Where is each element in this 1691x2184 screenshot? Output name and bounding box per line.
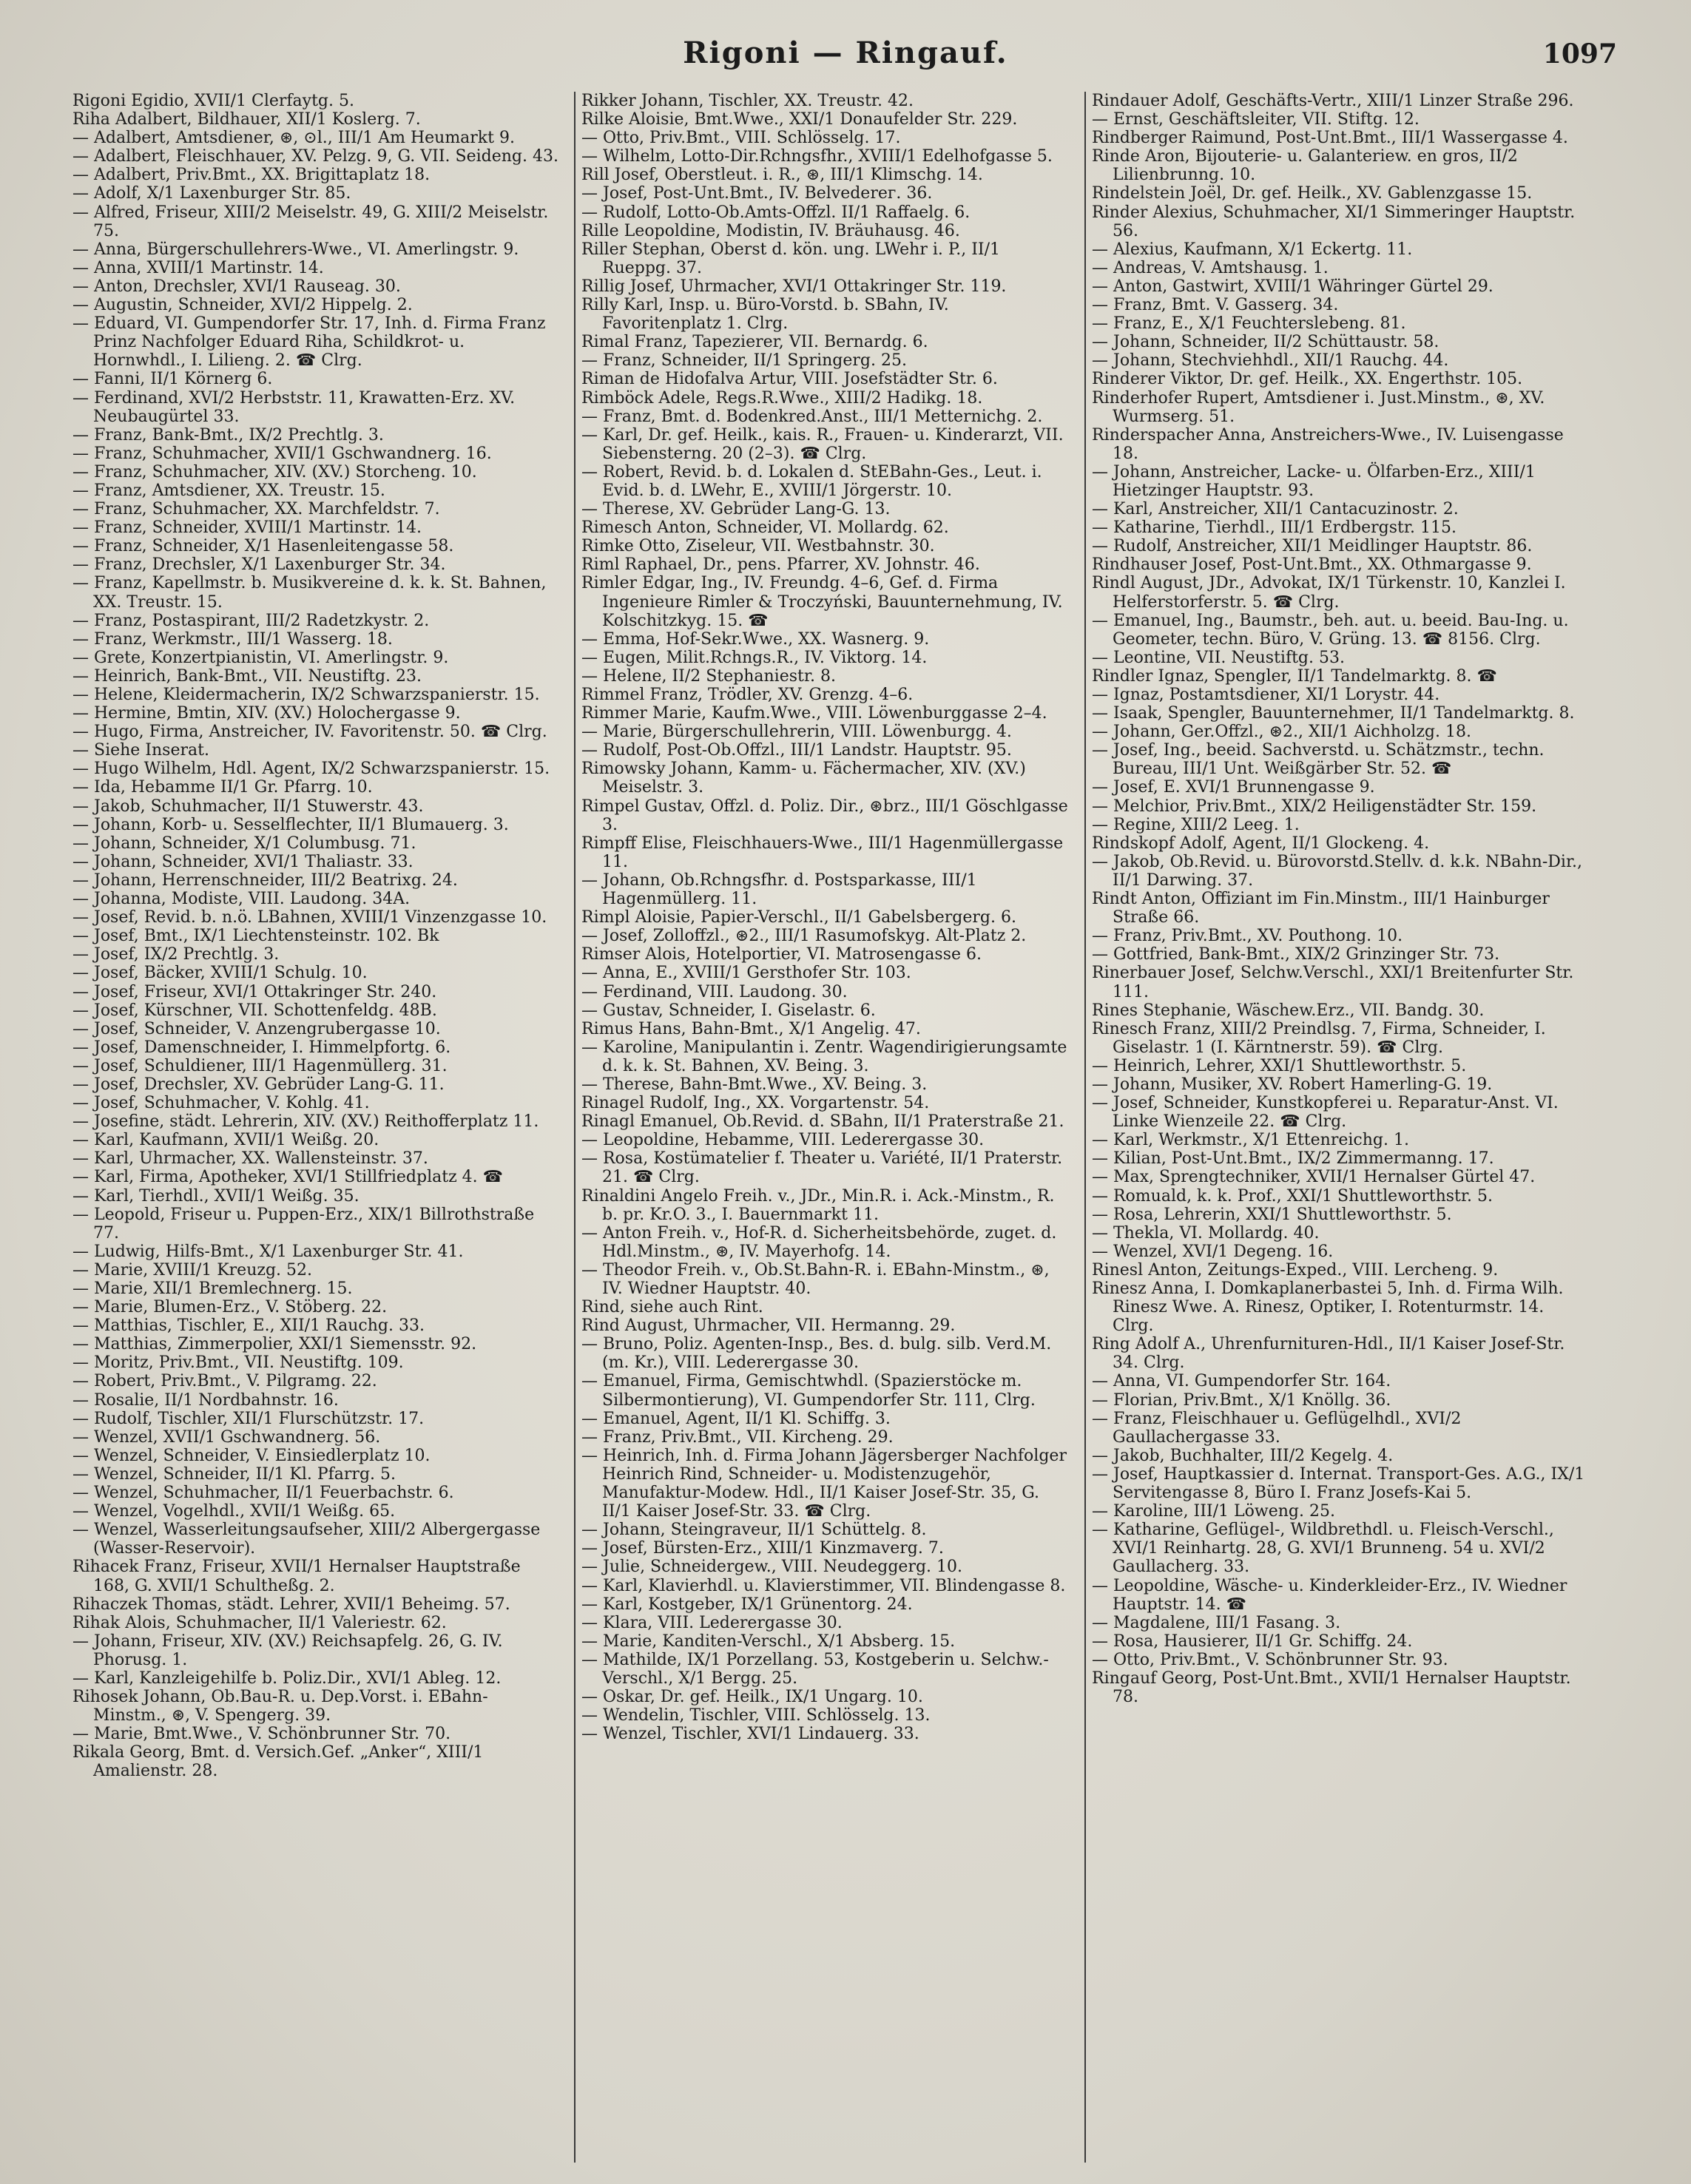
directory-entry: — Wenzel, Tischler, XVI/1 Lindauerg. 33. [581, 1725, 919, 1744]
directory-entry: — Robert, Priv.Bmt., V. Pilgramg. 22. [72, 1372, 377, 1391]
directory-entry: Rinderhofer Rupert, Amtsdiener i. Just.Minstm., ⊛, XV. Wurmserg. 51. [1092, 388, 1545, 426]
directory-entry: — Isaak, Spengler, Bauunternehmer, II/1 Tandelmarktg. 8. [1092, 704, 1575, 723]
directory-entry: — Augustin, Schneider, XVI/2 Hippelg. 2. [72, 296, 413, 315]
directory-entry: — Franz, Priv.Bmt., XV. Pouthong. 10. [1092, 927, 1403, 946]
directory-entry: — Hermine, Bmtin, XIV. (XV.) Holochergasse 9. [72, 704, 461, 723]
directory-entry: — Andreas, V. Amtshausg. 1. [1092, 258, 1329, 277]
directory-entry: Rindler Ignaz, Spengler, II/1 Tandelmarktg. 8. ☎ [1092, 666, 1497, 686]
directory-entry: — Rudolf, Post-Ob.Offzl., III/1 Landstr. Hauptstr. 95. [581, 741, 1012, 760]
directory-entry: — Johann, Friseur, XIV. (XV.) Reichsapfelg. 26, G. IV. Phorusg. 1. [72, 1632, 503, 1669]
directory-entry: — Anna, XVIII/1 Martinstr. 14. [72, 258, 324, 277]
directory-entry: — Ernst, Geschäftsleiter, VII. Stiftg. 12. [1092, 110, 1420, 129]
directory-entry: — Marie, XVIII/1 Kreuzg. 52. [72, 1260, 313, 1279]
directory-entry: — Alfred, Friseur, XIII/2 Meiselstr. 49, G. XIII/2 Meiselstr. 75. [72, 203, 549, 240]
directory-entry: — Johann, Schneider, X/1 Columbusg. 71. [72, 834, 416, 853]
directory-entry: — Josefine, städt. Lehrerin, XIV. (XV.) Reithofferplatz 11. [72, 1112, 539, 1132]
directory-entry: Rimler Edgar, Ing., IV. Freundg. 4–6, Gef. d. Firma Ingenieure Rimler & Troczyński, Bauunternehmung, IV. Kolschitzkyg. 15. ☎ [581, 574, 1063, 630]
directory-entry: — Josef, Post-Unt.Bmt., IV. Belvederег. 36. [581, 184, 933, 203]
directory-entry: Rilly Karl, Insp. u. Büro-Vorstd. b. SBahn, IV. Favoritenplatz 1. Clrg. [581, 296, 949, 334]
directory-entry: — Karl, Anstreicher, XII/1 Cantacuzinostr. 2. [1092, 500, 1459, 519]
directory-entry: Rigoni Egidio, XVII/1 Clerfaytg. 5. [72, 92, 354, 110]
directory-entry: Rindauer Adolf, Geschäfts-Vertr., XIII/1 Linzer Straße 296. [1092, 92, 1574, 110]
directory-entry: — Anton, Gastwirt, XVIII/1 Währinger Gürtel 29. [1092, 277, 1493, 296]
directory-entry: — Heinrich, Inh. d. Firma Johann Jägersberger Nachfolger Heinrich Rind, Schneider- u. Modistenzugehör, Manufaktur-Modew. Hdl., II/1 Kaiser Josef-Str. 35, G. II/1 Kaiser Josef-Str. 33. ☎ Clrg. [581, 1446, 1067, 1521]
directory-entry: Rimmel Franz, Trödler, XV. Grenzg. 4–6. [581, 686, 914, 704]
directory-entry: — Franz, Fleischhauer u. Geflügelhdl., XVI/2 Gaullachergasse 33. [1092, 1409, 1462, 1447]
column-middle [581, 92, 1070, 2163]
directory-entry: Rindt Anton, Offiziant im Fin.Minstm., III/1 Hainburger Straße 66. [1092, 890, 1550, 927]
directory-entry: Rinde Aron, Bijouterie- u. Galanteriew. en gros, II/2 Lilienbrunng. 10. [1092, 147, 1518, 185]
directory-entry: — Melchior, Priv.Bmt., XIX/2 Heiligenstädter Str. 159. [1092, 797, 1537, 816]
directory-entry: — Mathilde, IX/1 Porzellang. 53, Kostgeberin u. Selchw.-Verschl., X/1 Bergg. 25. [581, 1650, 1049, 1688]
directory-entry: — Franz, Schneider, X/1 Hasenleitengasse 58. [72, 537, 454, 556]
directory-entry: Rimpff Elise, Fleischhauers-Wwe., III/1 Hagenmüllergasse 11. [581, 834, 1064, 871]
directory-entry: — Therese, XV. Gebrüder Lang-G. 13. [581, 500, 891, 519]
directory-entry: — Karl, Kanzleigehilfe b. Poliz.Dir., XVI/1 Ableg. 12. [72, 1669, 502, 1688]
directory-entry: — Leopoldine, Wäsche- u. Kinderkleider-Erz., IV. Wiedner Hauptstr. 14. ☎ [1092, 1576, 1567, 1614]
directory-entry: Rihaczek Thomas, städt. Lehrer, XVII/1 Beheimg. 57. [72, 1595, 510, 1614]
directory-entry: Rikala Georg, Bmt. d. Versich.Gef. „Anker“, XIII/1 Amalienstr. 28. [72, 1743, 484, 1781]
directory-entry: — Karl, Tierhdl., XVII/1 Weißg. 35. [72, 1186, 360, 1206]
directory-entry: — Wilhelm, Lotto-Dir.Rchngsfhr., XVIII/1 Edelhofgasse 5. [581, 147, 1053, 166]
directory-entry: — Ferdinand, VIII. Laudong. 30. [581, 982, 848, 1001]
directory-entry: — Franz, Schuhmacher, XVII/1 Gschwandnerg. 16. [72, 444, 492, 463]
directory-entry: — Ludwig, Hilfs-Bmt., X/1 Laxenburger Str. 41. [72, 1242, 464, 1261]
directory-entry: — Johann, Herrenschneider, III/2 Beatrixg. 24. [72, 870, 458, 890]
directory-entry: — Karl, Firma, Apotheker, XVI/1 Stillfriedplatz 4. ☎ [72, 1168, 504, 1187]
directory-entry: — Emanuel, Ing., Baumstr., beh. aut. u. beeid. Bau-Ing. u. Geometer, techn. Büro, V. Grüng. 13. ☎ 8156. Clrg. [1092, 611, 1569, 649]
directory-entry: Rikker Johann, Tischler, XX. Treustr. 42. [581, 92, 914, 110]
directory-entry: — Wendelin, Tischler, VIII. Schlösselg. 13. [581, 1706, 931, 1725]
directory-entry: — Emanuel, Firma, Gemischtwhdl. (Spazierstöcke m. Silbermontierung), VI. Gumpendorfer Str. 111, Clrg. [581, 1372, 1036, 1410]
directory-entry: Rimpl Aloisie, Papier-Verschl., II/1 Gabelsbergerg. 6. [581, 908, 1016, 927]
directory-entry: — Adalbert, Amtsdiener, ⊛, ⊙l., III/1 Am Heumarkt 9. [72, 129, 515, 148]
directory-entry: Rindberger Raimund, Post-Unt.Bmt., III/1 Wassergasse 4. [1092, 129, 1568, 148]
directory-entry: Rinderspacher Anna, Anstreichers-Wwe., IV. Luisengasse 18. [1092, 425, 1564, 463]
directory-entry: — Anton, Drechsler, XVI/1 Rauseag. 30. [72, 277, 401, 296]
directory-entry: — Wenzel, Schneider, II/1 Kl. Pfarrg. 5. [72, 1464, 396, 1484]
directory-entry: — Josef, Bäcker, XVIII/1 Schulg. 10. [72, 964, 368, 983]
directory-entry: — Rudolf, Anstreicher, XII/1 Meidlinger Hauptstr. 86. [1092, 537, 1533, 556]
directory-entry: — Anna, E., XVIII/1 Gersthofer Str. 103. [581, 964, 911, 983]
directory-entry: Rimus Hans, Bahn-Bmt., X/1 Angelig. 47. [581, 1019, 921, 1038]
directory-entry: Riller Stephan, Oberst d. kön. ung. LWehr i. P., II/1 Rueppg. 37. [581, 240, 1000, 277]
directory-entry: — Fanni, II/1 Körnerg 6. [72, 370, 273, 389]
directory-entry: — Helene, II/2 Stephaniestr. 8. [581, 666, 836, 686]
directory-entry: — Romuald, k. k. Prof., XXI/1 Shuttleworthstr. 5. [1092, 1186, 1493, 1206]
directory-entry: — Johann, Musiker, XV. Robert Hamerling-G. 19. [1092, 1075, 1493, 1094]
directory-entry: Rill Josef, Oberstleut. i. R., ⊛, III/1 Klimschg. 14. [581, 166, 983, 185]
directory-entry: — Marie, Kanditen-Verschl., X/1 Absberg. 15. [581, 1632, 956, 1651]
directory-entry: — Marie, XII/1 Bremlechnerg. 15. [72, 1279, 353, 1298]
directory-entry: — Leopoldine, Hebamme, VIII. Lederergasse 30. [581, 1131, 985, 1150]
directory-entry: Rinesch Franz, XIII/2 Preindlsg. 7, Firma, Schneider, I. Giselastr. 1 (I. Kärntnerstr. 59). ☎ Clrg. [1092, 1019, 1546, 1057]
directory-entry: — Eduard, VI. Gumpendorfer Str. 17, Inh. d. Firma Franz Prinz Nachfolger Eduard Riha, Schildkrot- u. Hornwhdl., I. Lilieng. 2. ☎ Clrg. [72, 314, 546, 371]
page-number: 1097 [1542, 38, 1617, 70]
directory-entry: Rille Leopoldine, Modistin, IV. Bräuhausg. 46. [581, 221, 960, 240]
directory-entry: — Marie, Bmt.Wwe., V. Schönbrunner Str. 70. [72, 1725, 451, 1744]
directory-entry: — Franz, Schuhmacher, XX. Marchfeldstr. 7. [72, 500, 440, 519]
directory-entry: — Johann, Schneider, II/2 Schüttaustr. 58. [1092, 333, 1439, 352]
directory-entry: Rimböck Adele, Regs.R.Wwe., XIII/2 Hadikg. 18. [581, 388, 983, 408]
directory-entry: — Wenzel, Wasserleitungsaufseher, XIII/2 Albergergasse (Wasser-Reservoir). [72, 1521, 541, 1558]
directory-entry: — Josef, E. XVI/1 Brunnengasse 9. [1092, 778, 1375, 797]
directory-entry: — Johanna, Modiste, VIII. Laudong. 34A. [72, 890, 411, 909]
directory-entry: — Karl, Kaufmann, XVII/1 Weißg. 20. [72, 1131, 379, 1150]
directory-entry: — Karl, Werkmstr., X/1 Ettenreichg. 1. [1092, 1131, 1409, 1150]
directory-entry: Rimpel Gustav, Offzl. d. Poliz. Dir., ⊛brz., III/1 Göschlgasse 3. [581, 797, 1068, 834]
directory-entry: — Karoline, III/1 Löweng. 25. [1092, 1502, 1335, 1521]
directory-entry: — Hugo Wilhelm, Hdl. Agent, IX/2 Schwarzspanierstr. 15. [72, 760, 550, 779]
column-right [1092, 92, 1587, 2163]
directory-entry: — Josef, Damenschneider, I. Himmelpfortg. 6. [72, 1038, 451, 1057]
directory-entry: Rilke Aloisie, Bmt.Wwe., XXI/1 Donaufelder Str. 229. [581, 110, 1018, 129]
directory-entry: — Theodor Freih. v., Ob.St.Bahn-R. i. EBahn-Minstm., ⊛, IV. Wiedner Hauptstr. 40. [581, 1260, 1050, 1298]
column-divider [1084, 92, 1086, 2163]
directory-entry: — Karoline, Manipulantin i. Zentr. Wagendirigierungsamte d. k. k. St. Bahnen, XV. Being. 3. [581, 1038, 1067, 1075]
directory-entry: — Josef, Bürsten-Erz., XIII/1 Kinzmaverg. 7. [581, 1539, 944, 1558]
directory-entry: Rindhauser Josef, Post-Unt.Bmt., XX. Othmargasse 9. [1092, 555, 1532, 575]
directory-entry: Rimmer Marie, Kaufm.Wwe., VIII. Löwenburggasse 2–4. [581, 704, 1047, 723]
directory-entry: Rines Stephanie, Wäschew.Erz., VII. Bandg. 30. [1092, 1001, 1485, 1020]
directory-entry: — Adalbert, Priv.Bmt., XX. Brigittaplatz 18. [72, 166, 431, 185]
directory-entry: Rihak Alois, Schuhmacher, II/1 Valeriestr. 62. [72, 1613, 447, 1632]
directory-entry: — Heinrich, Bank-Bmt., VII. Neustiftg. 23. [72, 666, 422, 686]
directory-entry: — Moritz, Priv.Bmt., VII. Neustiftg. 109. [72, 1353, 404, 1373]
directory-entry: — Julie, Schneidergew., VIII. Neudeggerg. 10. [581, 1558, 963, 1577]
directory-entry: — Wenzel, Schneider, V. Einsiedlerplatz 10. [72, 1446, 431, 1465]
directory-entry: Rillig Josef, Uhrmacher, XVI/1 Ottakringer Str. 119. [581, 277, 1007, 296]
directory-entry: — Matthias, Tischler, E., XII/1 Rauchg. 33. [72, 1316, 425, 1336]
directory-entry: — Franz, Schuhmacher, XIV. (XV.) Storcheng. 10. [72, 462, 477, 481]
directory-entry: — Franz, Bank-Bmt., IX/2 Prechtlg. 3. [72, 425, 384, 444]
directory-entry: Rindelstein Joël, Dr. gef. Heilk., XV. Gablenzgasse 15. [1092, 184, 1533, 203]
directory-entry: — Alexius, Kaufmann, X/1 Eckertg. 11. [1092, 240, 1413, 259]
directory-entry: — Hugo, Firma, Anstreicher, IV. Favoritenstr. 50. ☎ Clrg. [72, 723, 547, 742]
directory-entry: — Rosalie, II/1 Nordbahnstr. 16. [72, 1390, 339, 1410]
directory-entry: — Magdalene, III/1 Fasang. 3. [1092, 1613, 1341, 1632]
directory-entry: Rinesz Anna, I. Domkaplanerbastei 5, Inh. d. Firma Wilh. Rinesz Wwe. A. Rinesz, Optiker, I. Rotenturmstr. 14. Clrg. [1092, 1279, 1564, 1336]
directory-entry: — Wenzel, Schuhmacher, II/1 Feuerbachstr. 6. [72, 1484, 454, 1503]
directory-entry: — Josef, Schneider, Kunstkopferei u. Reparatur-Anst. VI. Linke Wienzeile 22. ☎ Clrg. [1092, 1094, 1559, 1132]
directory-entry: Rindl August, JDr., Advokat, IX/1 Türkenstr. 10, Kanzlei I. Helferstorferstr. 5. ☎ Clrg. [1092, 574, 1566, 612]
directory-entry: — Karl, Kostgeber, IX/1 Grünentorg. 24. [581, 1595, 913, 1614]
directory-entry: Rinagel Rudolf, Ing., XX. Vorgartenstr. 54. [581, 1094, 930, 1113]
directory-entry: — Josef, Kürschner, VII. Schottenfeldg. 48B. [72, 1001, 437, 1020]
directory-entry: Rind August, Uhrmacher, VII. Hermanng. 29. [581, 1316, 956, 1336]
directory-entry: — Karl, Dr. gef. Heilk., kais. R., Frauen- u. Kinderarzt, VII. Siebensterng. 20 (2–3). ☎ Clrg. [581, 425, 1064, 463]
directory-entry: — Franz, Werkmstr., III/1 Wasserg. 18. [72, 629, 393, 649]
directory-entry: Rind, siehe auch Rint. [581, 1298, 763, 1317]
directory-entry: — Anna, Bürgerschullehrers-Wwe., VI. Amerlingstr. 9. [72, 240, 519, 259]
directory-entry: — Anton Freih. v., Hof-R. d. Sicherheitsbehörde, zuget. d. Hdl.Minstm., ⊛, IV. Mayerhofg. 14. [581, 1223, 1057, 1261]
directory-entry: — Robert, Revid. b. d. Lokalen d. StEBahn-Ges., Leut. i. Evid. b. d. LWehr, E., XVIII/1 Jörgerstr. 10. [581, 462, 1042, 500]
directory-entry: — Josef, Schneider, V. Anzengrubergasse 10. [72, 1019, 441, 1038]
directory-entry: Rinderer Viktor, Dr. gef. Heilk., XX. Engerthstr. 105. [1092, 370, 1523, 389]
directory-entry: — Karl, Uhrmacher, XX. Wallensteinstr. 37. [72, 1149, 428, 1169]
directory-entry: — Franz, Bmt. d. Bodenkred.Anst., III/1 Metternichg. 2. [581, 407, 1043, 426]
directory-entry: — Johann, Schneider, XVI/1 Thaliastr. 33. [72, 852, 414, 871]
directory-entry: — Emanuel, Agent, II/1 Kl. Schiffg. 3. [581, 1409, 891, 1428]
directory-entry: — Klara, VIII. Lederergasse 30. [581, 1613, 843, 1632]
directory-entry: — Eugen, Milit.Rchngs.R., IV. Viktorg. 14. [581, 648, 928, 667]
directory-entry: — Oskar, Dr. gef. Heilk., IX/1 Ungarg. 10. [581, 1688, 923, 1707]
directory-entry: — Wenzel, Vogelhdl., XVII/1 Weißg. 65. [72, 1502, 396, 1521]
column-left [72, 92, 561, 2163]
directory-entry: — Josef, IX/2 Prechtlg. 3. [72, 945, 280, 964]
directory-entry: — Wenzel, XVI/1 Degeng. 16. [1092, 1242, 1334, 1261]
directory-entry: — Thekla, VI. Mollardg. 40. [1092, 1223, 1320, 1243]
directory-entry: Ringauf Georg, Post-Unt.Bmt., XVII/1 Hernalser Hauptstr. 78. [1092, 1669, 1571, 1707]
directory-entry: Rinaldini Angelo Freih. v., JDr., Min.R. i. Ack.-Minstm., R. b. pr. Kr.O. 3., I. Bauernmarkt 11. [581, 1186, 1055, 1224]
directory-entry: — Johann, Ob.Rchngsfhr. d. Postsparkasse, III/1 Hagenmüllerg. 11. [581, 870, 977, 909]
directory-entry: Rihosek Johann, Ob.Bau-R. u. Dep.Vorst. i. EBahn-Minstm., ⊛, V. Spengerg. 39. [72, 1688, 488, 1725]
directory-entry: Rinerbauer Josef, Selchw.Verschl., XXI/1 Breitenfurter Str. 111. [1092, 964, 1574, 1001]
directory-entry: Rinesl Anton, Zeitungs-Exped., VIII. Lercheng. 9. [1092, 1260, 1499, 1279]
directory-entry: — Josef, Ing., beeid. Sachverstd. u. Schätzmstr., techn. Bureau, III/1 Unt. Weißgärber Str. 52. ☎ [1092, 741, 1545, 779]
directory-entry: — Johann, Stechviehhdl., XII/1 Rauchg. 44. [1092, 351, 1449, 371]
running-head: Rigoni — Ringauf. [683, 36, 1008, 70]
directory-entry: — Katharine, Tierhdl., III/1 Erdbergstr. 115. [1092, 518, 1457, 538]
directory-entry: — Bruno, Poliz. Agenten-Insp., Bes. d. bulg. silb. Verd.M. (m. Kr.), VIII. Lederergasse 30. [581, 1335, 1052, 1373]
directory-entry: — Josef, Revid. b. n.ö. LBahnen, XVIII/1 Vinzenzgasse 10. [72, 908, 547, 927]
directory-entry: — Josef, Schuhmacher, V. Kohlg. 41. [72, 1094, 370, 1113]
directory-entry: Riman de Hidofalva Artur, VIII. Josefstädter Str. 6. [581, 370, 998, 389]
directory-entry: Rinder Alexius, Schuhmacher, XI/1 Simmeringer Hauptstr. 56. [1092, 203, 1576, 240]
directory-entry: — Rosa, Lehrerin, XXI/1 Shuttleworthstr. 5. [1092, 1205, 1452, 1224]
directory-entry: — Florian, Priv.Bmt., X/1 Knöllg. 36. [1092, 1390, 1391, 1410]
directory-entry: — Katharine, Geflügel-, Wildbrethdl. u. Fleisch-Verschl., XVI/1 Reinhartg. 28, G. XVI/1 Brunneng. 54 u. XVI/2 Gaullacherg. 33. [1092, 1521, 1554, 1577]
directory-entry: — Josef, Drechsler, XV. Gebrüder Lang-G. 11. [72, 1075, 445, 1094]
directory-entry: — Jakob, Schuhmacher, II/1 Stuwerstr. 43. [72, 797, 424, 816]
directory-entry: — Helene, Kleidermacherin, IX/2 Schwarzspanierstr. 15. [72, 686, 540, 704]
directory-entry: — Franz, Drechsler, X/1 Laxenburger Str. 34. [72, 555, 446, 575]
directory-entry: — Ignaz, Postamtsdiener, XI/1 Lorystr. 44. [1092, 686, 1440, 704]
directory-entry: — Gottfried, Bank-Bmt., XIX/2 Grinzinger Str. 73. [1092, 945, 1500, 964]
directory-entry: Ring Adolf A., Uhrenfurnituren-Hdl., II/1 Kaiser Josef-Str. 34. Clrg. [1092, 1335, 1565, 1373]
directory-entry: — Franz, Priv.Bmt., VII. Kircheng. 29. [581, 1427, 894, 1447]
directory-entry: — Franz, Bmt. V. Gasserg. 34. [1092, 296, 1339, 315]
directory-entry: Rimser Alois, Hotelportier, VI. Matrosengasse 6. [581, 945, 982, 964]
page-header [0, 36, 1691, 95]
directory-entry: — Jakob, Ob.Revid. u. Bürovorstd.Stellv. d. k.k. NBahn-Dir., II/1 Darwing. 37. [1092, 852, 1583, 890]
directory-entry: — Franz, Postaspirant, III/2 Radetzkystr. 2. [72, 611, 430, 630]
directory-entry: — Josef, Schuldiener, III/1 Hagenmüllerg. 31. [72, 1056, 448, 1075]
directory-entry: — Adalbert, Fleischhauer, XV. Pelzg. 9, G. VII. Seideng. 43. [72, 147, 558, 166]
directory-entry: — Josef, Zolloffzl., ⊛2., III/1 Rasumofskyg. Alt-Platz 2. [581, 927, 1027, 946]
directory-entry: Riha Adalbert, Bildhauer, XII/1 Koslerg. 7. [72, 110, 421, 129]
directory-entry: — Grete, Konzertpianistin, VI. Amerlingstr. 9. [72, 648, 449, 667]
directory-entry: Rimesch Anton, Schneider, VI. Mollardg. 62. [581, 518, 949, 538]
directory-entry: — Gustav, Schneider, I. Giselastr. 6. [581, 1001, 876, 1020]
directory-entry: — Josef, Bmt., IX/1 Liechtensteinstr. 102. Bk [72, 927, 439, 946]
directory-entry: — Max, Sprengtechniker, XVII/1 Hernalser Gürtel 47. [1092, 1168, 1536, 1187]
directory-entry: — Marie, Blumen-Erz., V. Stöberg. 22. [72, 1298, 388, 1317]
directory-entry: — Franz, E., X/1 Feuchterslebeng. 81. [1092, 314, 1406, 334]
directory-entry: — Franz, Amtsdiener, XX. Treustr. 15. [72, 481, 385, 500]
directory-entry: — Kilian, Post-Unt.Bmt., IX/2 Zimmermanng. 17. [1092, 1149, 1494, 1169]
directory-entry: — Regine, XIII/2 Leeg. 1. [1092, 815, 1300, 834]
directory-entry: — Josef, Friseur, XVI/1 Ottakringer Str. 240. [72, 982, 437, 1001]
directory-entry: Rindskopf Adolf, Agent, II/1 Glockeng. 4. [1092, 834, 1430, 853]
directory-entry: — Marie, Bürgerschullehrerin, VIII. Löwenburgg. 4. [581, 723, 1012, 742]
directory-entry: — Karl, Klavierhdl. u. Klavierstimmer, VII. Blindengasse 8. [581, 1576, 1066, 1595]
directory-entry: — Rosa, Hausierer, II/1 Gr. Schiffg. 24. [1092, 1632, 1413, 1651]
directory-entry: — Johann, Ger.Offzl., ⊛2., XII/1 Aichholzg. 18. [1092, 723, 1471, 742]
directory-entry: — Johann, Korb- u. Sesselflechter, II/1 Blumauerg. 3. [72, 815, 509, 834]
directory-entry: — Otto, Priv.Bmt., V. Schönbrunner Str. 93. [1092, 1650, 1448, 1669]
directory-entry: — Johann, Steingraveur, II/1 Schüttelg. 8. [581, 1521, 927, 1540]
directory-entry: — Anna, VI. Gumpendorfer Str. 164. [1092, 1372, 1391, 1391]
directory-entry: — Jakob, Buchhalter, III/2 Kegelg. 4. [1092, 1446, 1394, 1465]
directory-entry: — Josef, Hauptkassier d. Internat. Transport-Ges. A.G., IX/1 Servitengasse 8, Büro I. Franz Josefs-Kai 5. [1092, 1464, 1585, 1503]
directory-entry: — Leontine, VII. Neustiftg. 53. [1092, 648, 1345, 667]
directory-entry: — Leopold, Friseur u. Puppen-Erz., XIX/1 Billrothstraße 77. [72, 1205, 535, 1243]
directory-entry: — Emma, Hof-Sekr.Wwe., XX. Wasnerg. 9. [581, 629, 930, 649]
directory-entry: — Wenzel, XVII/1 Gschwandnerg. 56. [72, 1427, 381, 1447]
directory-entry: — Franz, Schneider, XVIII/1 Martinstr. 14. [72, 518, 422, 538]
directory-entry: Rimal Franz, Tapezierer, VII. Bernardg. 6. [581, 333, 928, 352]
directory-entry: — Matthias, Zimmerpolier, XXI/1 Siemensstr. 92. [72, 1335, 477, 1354]
directory-entry: — Rudolf, Lotto-Ob.Amts-Offzl. II/1 Raffaelg. 6. [581, 203, 971, 222]
directory-entry: — Siehe Inserat. [72, 741, 209, 760]
directory-entry: Riml Raphael, Dr., pens. Pfarrer, XV. Johnstr. 46. [581, 555, 980, 575]
directory-entry: — Ida, Hebamme II/1 Gr. Pfarrg. 10. [72, 778, 373, 797]
directory-entry: — Ferdinand, XVI/2 Herbststr. 11, Krawatten-Erz. XV. Neubaugürtel 33. [72, 388, 516, 426]
directory-entry: — Franz, Schneider, II/1 Springerg. 25. [581, 351, 907, 371]
directory-entry: Rihacek Franz, Friseur, XVII/1 Hernalser Hauptstraße 168, G. XVII/1 Schultheßg. 2. [72, 1558, 521, 1595]
directory-entry: — Johann, Anstreicher, Lacke- u. Ölfarben-Erz., XIII/1 Hietzinger Hauptstr. 93. [1092, 462, 1536, 500]
column-divider [574, 92, 576, 2163]
directory-entry: — Rosa, Kostümatelier f. Theater u. Variété, II/1 Praterstr. 21. ☎ Clrg. [581, 1149, 1063, 1187]
directory-entry: Rimowsky Johann, Kamm- u. Fächermacher, XIV. (XV.) Meiselstr. 3. [581, 760, 1026, 797]
directory-entry: Rimke Otto, Ziseleur, VII. Westbahnstr. 30. [581, 537, 935, 556]
directory-entry: — Rudolf, Tischler, XII/1 Flurschützstr. 17. [72, 1409, 425, 1428]
directory-entry: Rinagl Emanuel, Ob.Revid. d. SBahn, II/1 Praterstraße 21. [581, 1112, 1064, 1132]
directory-entry: — Adolf, X/1 Laxenburger Str. 85. [72, 184, 351, 203]
directory-entry: — Therese, Bahn-Bmt.Wwe., XV. Being. 3. [581, 1075, 928, 1094]
directory-entry: — Heinrich, Lehrer, XXI/1 Shuttleworthstr. 5. [1092, 1056, 1467, 1075]
directory-entry: — Otto, Priv.Bmt., VIII. Schlösselg. 17. [581, 129, 901, 148]
directory-entry: — Franz, Kapellmstr. b. Musikvereine d. k. k. St. Bahnen, XX. Treustr. 15. [72, 574, 547, 612]
